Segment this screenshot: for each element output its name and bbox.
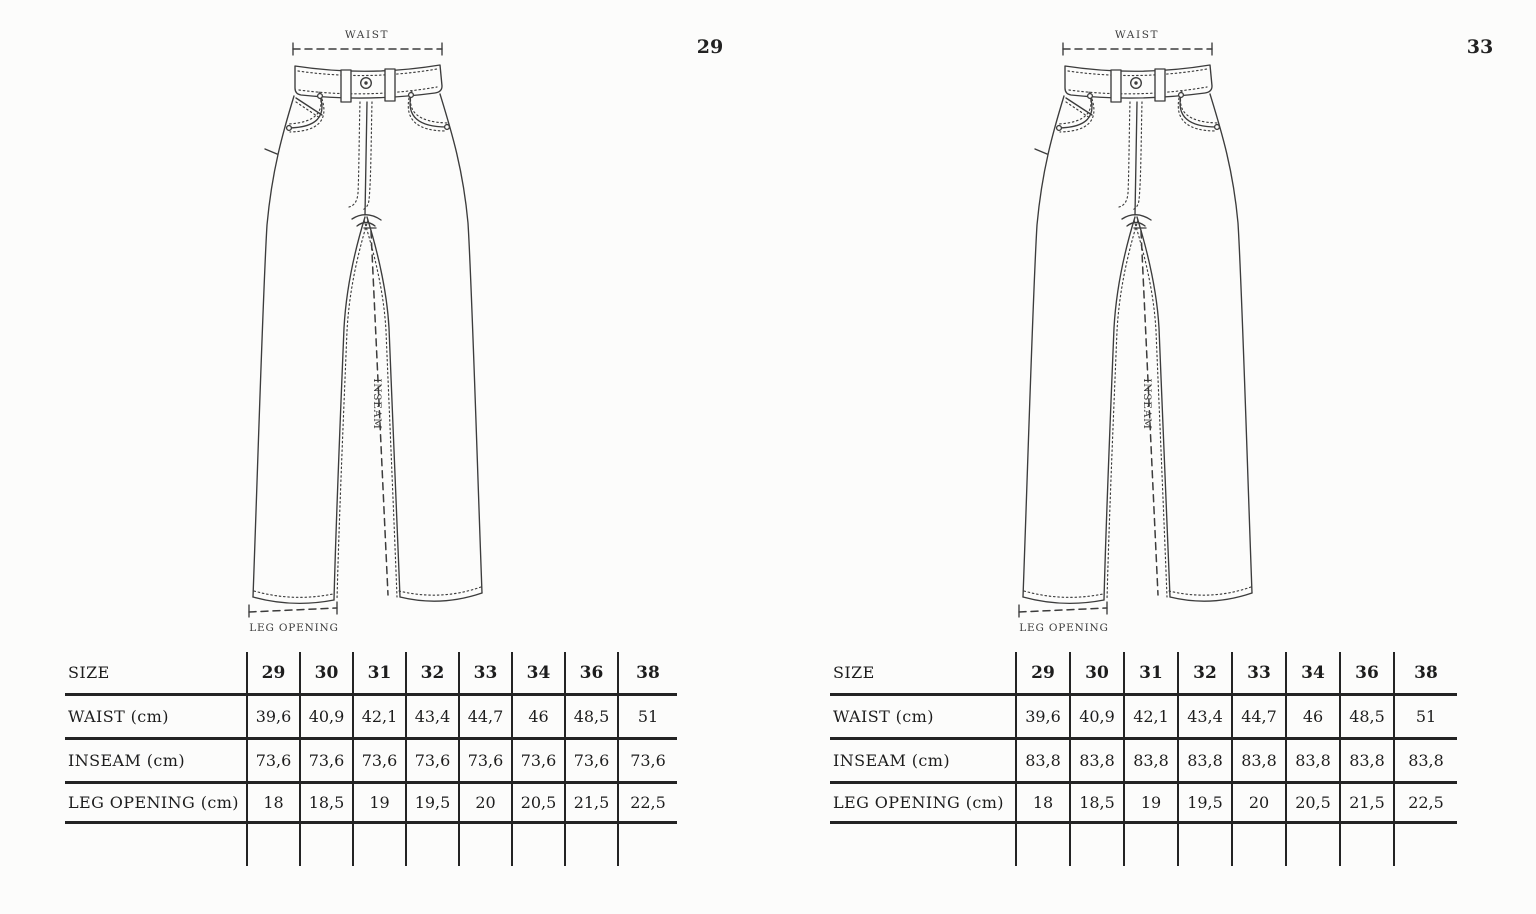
inseam-left-stitch bbox=[337, 220, 368, 600]
empty-cell bbox=[1339, 824, 1393, 866]
measurement-row-label: LEG OPENING (cm) bbox=[833, 793, 1004, 812]
measurement-value: 18 bbox=[246, 784, 299, 821]
measurement-value: 44,7 bbox=[1231, 696, 1285, 737]
measurement-value: 20,5 bbox=[511, 784, 564, 821]
measurement-value: 18,5 bbox=[299, 784, 352, 821]
pocket-right-stitch-2 bbox=[408, 98, 446, 131]
size-column-header: 34 bbox=[511, 652, 564, 693]
coin-pocket-stitch bbox=[296, 102, 320, 118]
measurement-value: 18,5 bbox=[1069, 784, 1123, 821]
empty-cell bbox=[458, 824, 511, 866]
size-column-header: 38 bbox=[1393, 652, 1457, 693]
table-row bbox=[65, 740, 677, 784]
measurement-row-label: INSEAM (cm) bbox=[833, 751, 951, 770]
measurement-value: 39,6 bbox=[246, 696, 299, 737]
measurement-row-label: WAIST (cm) bbox=[68, 707, 169, 726]
fly-stitch-left bbox=[1119, 102, 1130, 207]
measurement-value: 73,6 bbox=[299, 740, 352, 781]
inseam-left-leg bbox=[334, 217, 365, 600]
size-column-header: 32 bbox=[1177, 652, 1231, 693]
waist-button-dot bbox=[364, 81, 367, 84]
rivet-left-top bbox=[1088, 94, 1093, 99]
size-column-header: 29 bbox=[1015, 652, 1069, 693]
size-table-33 bbox=[830, 652, 1457, 866]
measurement-value: 46 bbox=[1285, 696, 1339, 737]
rivet-left-side bbox=[1057, 126, 1062, 131]
empty-cell bbox=[405, 824, 458, 866]
waistband-top-stitch bbox=[1068, 69, 1207, 76]
measurement-value: 21,5 bbox=[564, 784, 617, 821]
measurement-value: 83,8 bbox=[1339, 740, 1393, 781]
empty-cell bbox=[299, 824, 352, 866]
measurement-value: 48,5 bbox=[1339, 696, 1393, 737]
coin-pocket-stitch bbox=[1066, 102, 1090, 118]
table-row bbox=[830, 696, 1457, 740]
size-table-29 bbox=[65, 652, 677, 866]
measurement-value: 39,6 bbox=[1015, 696, 1069, 737]
measurement-value: 73,6 bbox=[246, 740, 299, 781]
belt-loop-right bbox=[1155, 69, 1165, 101]
measurement-value: 18 bbox=[1015, 784, 1069, 821]
belt-loop-left bbox=[1111, 70, 1121, 102]
measurement-value: 83,8 bbox=[1069, 740, 1123, 781]
measurement-value: 43,4 bbox=[405, 696, 458, 737]
table-row bbox=[830, 784, 1457, 824]
measurement-value: 19 bbox=[352, 784, 405, 821]
empty-cell bbox=[1393, 824, 1457, 866]
measurement-value: 40,9 bbox=[299, 696, 352, 737]
measurement-value: 19 bbox=[1123, 784, 1177, 821]
hem-left-stitch bbox=[254, 591, 333, 597]
table-row bbox=[830, 652, 1457, 696]
center-front-seam bbox=[365, 102, 367, 215]
size-header-label: SIZE bbox=[833, 663, 875, 682]
measurement-value: 43,4 bbox=[1177, 696, 1231, 737]
panel-inseam-length-29: 29 bbox=[696, 36, 724, 58]
belt-loop-right bbox=[385, 69, 395, 101]
empty-cell bbox=[1285, 824, 1339, 866]
hem-right bbox=[400, 593, 482, 601]
leg-opening-dim-label: LEG OPENING bbox=[249, 622, 339, 634]
measurement-value: 20,5 bbox=[1285, 784, 1339, 821]
pocket-right-stitch-2 bbox=[1178, 98, 1216, 131]
size-column-header: 32 bbox=[405, 652, 458, 693]
measurement-value: 83,8 bbox=[1285, 740, 1339, 781]
inseam-dim-label: INSEAM bbox=[1141, 378, 1153, 430]
table-row bbox=[65, 784, 677, 824]
table-row bbox=[830, 824, 1457, 866]
leg-opening-dim-label: LEG OPENING bbox=[1019, 622, 1109, 634]
measurement-value: 83,8 bbox=[1231, 740, 1285, 781]
measurement-value: 73,6 bbox=[617, 740, 677, 781]
measurement-value: 83,8 bbox=[1393, 740, 1457, 781]
measurement-value: 48,5 bbox=[564, 696, 617, 737]
size-column-header: 31 bbox=[1123, 652, 1177, 693]
measurement-row-label: WAIST (cm) bbox=[833, 707, 934, 726]
size-column-header: 33 bbox=[458, 652, 511, 693]
side-notch-tick bbox=[1035, 149, 1047, 154]
outseam-right bbox=[440, 94, 482, 593]
measurement-value: 42,1 bbox=[1123, 696, 1177, 737]
measurement-value: 21,5 bbox=[1339, 784, 1393, 821]
waist-dim-label: WAIST bbox=[1114, 29, 1160, 41]
measurement-value: 44,7 bbox=[458, 696, 511, 737]
waist-button-dot bbox=[1134, 81, 1137, 84]
hem-right-stitch bbox=[1169, 587, 1251, 595]
measurement-value: 51 bbox=[617, 696, 677, 737]
coin-pocket-edge bbox=[296, 98, 322, 115]
measurement-value: 83,8 bbox=[1177, 740, 1231, 781]
empty-cell bbox=[830, 824, 1015, 866]
waist-dim-label: WAIST bbox=[344, 29, 390, 41]
panel-inseam-length-33: 33 bbox=[1466, 36, 1494, 58]
size-column-header: 29 bbox=[246, 652, 299, 693]
size-column-header: 36 bbox=[1339, 652, 1393, 693]
empty-cell bbox=[65, 824, 246, 866]
empty-cell bbox=[511, 824, 564, 866]
measurement-value: 22,5 bbox=[617, 784, 677, 821]
belt-loop-left bbox=[341, 70, 351, 102]
measurement-value: 20 bbox=[1231, 784, 1285, 821]
outseam-left bbox=[253, 96, 294, 597]
inseam-dim-label: INSEAM bbox=[371, 378, 383, 430]
measurement-value: 73,6 bbox=[352, 740, 405, 781]
measurement-row-label: INSEAM (cm) bbox=[68, 751, 186, 770]
measurement-value: 51 bbox=[1393, 696, 1457, 737]
jeans-technical-drawing-33 bbox=[1005, 15, 1285, 650]
size-column-header: 33 bbox=[1231, 652, 1285, 693]
hem-left-stitch bbox=[1024, 591, 1103, 597]
rivet-left-side bbox=[287, 126, 292, 131]
empty-cell bbox=[352, 824, 405, 866]
waistband-top-stitch bbox=[298, 69, 437, 76]
size-column-header: 31 bbox=[352, 652, 405, 693]
jeans-technical-drawing-29 bbox=[235, 15, 515, 650]
empty-cell bbox=[617, 824, 677, 866]
leg-opening-dimension-line bbox=[249, 608, 337, 612]
size-column-header: 34 bbox=[1285, 652, 1339, 693]
hem-left bbox=[1023, 597, 1104, 603]
outseam-right bbox=[1210, 94, 1252, 593]
empty-cell bbox=[1123, 824, 1177, 866]
hem-right-stitch bbox=[399, 587, 481, 595]
measurement-value: 22,5 bbox=[1393, 784, 1457, 821]
measurement-value: 83,8 bbox=[1123, 740, 1177, 781]
center-front-seam bbox=[1135, 102, 1137, 215]
table-row bbox=[830, 740, 1457, 784]
empty-cell bbox=[246, 824, 299, 866]
inseam-left-stitch bbox=[1107, 220, 1138, 600]
size-header-label: SIZE bbox=[68, 663, 110, 682]
leg-opening-dimension-line bbox=[1019, 608, 1107, 612]
side-notch-tick bbox=[265, 149, 277, 154]
outseam-left bbox=[1023, 96, 1064, 597]
size-column-header: 36 bbox=[564, 652, 617, 693]
table-row bbox=[65, 824, 677, 866]
measurement-value: 73,6 bbox=[405, 740, 458, 781]
measurement-value: 83,8 bbox=[1015, 740, 1069, 781]
empty-cell bbox=[1015, 824, 1069, 866]
inseam-left-leg bbox=[1104, 217, 1135, 600]
measurement-value: 73,6 bbox=[458, 740, 511, 781]
size-column-header: 30 bbox=[299, 652, 352, 693]
coin-pocket-edge bbox=[1066, 98, 1092, 115]
measurement-value: 73,6 bbox=[564, 740, 617, 781]
table-row bbox=[65, 652, 677, 696]
measurement-value: 73,6 bbox=[511, 740, 564, 781]
measurement-value: 19,5 bbox=[405, 784, 458, 821]
measurement-value: 40,9 bbox=[1069, 696, 1123, 737]
fly-stitch-left bbox=[349, 102, 360, 207]
empty-cell bbox=[1231, 824, 1285, 866]
size-column-header: 30 bbox=[1069, 652, 1123, 693]
measurement-value: 46 bbox=[511, 696, 564, 737]
empty-cell bbox=[1177, 824, 1231, 866]
hem-right bbox=[1170, 593, 1252, 601]
measurement-value: 20 bbox=[458, 784, 511, 821]
rivet-right-top bbox=[409, 93, 414, 98]
measurement-row-label: LEG OPENING (cm) bbox=[68, 793, 239, 812]
table-row bbox=[65, 696, 677, 740]
measurement-value: 42,1 bbox=[352, 696, 405, 737]
rivet-left-top bbox=[318, 94, 323, 99]
size-column-header: 38 bbox=[617, 652, 677, 693]
empty-cell bbox=[564, 824, 617, 866]
measurement-value: 19,5 bbox=[1177, 784, 1231, 821]
hem-left bbox=[253, 597, 334, 603]
rivet-right-top bbox=[1179, 93, 1184, 98]
empty-cell bbox=[1069, 824, 1123, 866]
